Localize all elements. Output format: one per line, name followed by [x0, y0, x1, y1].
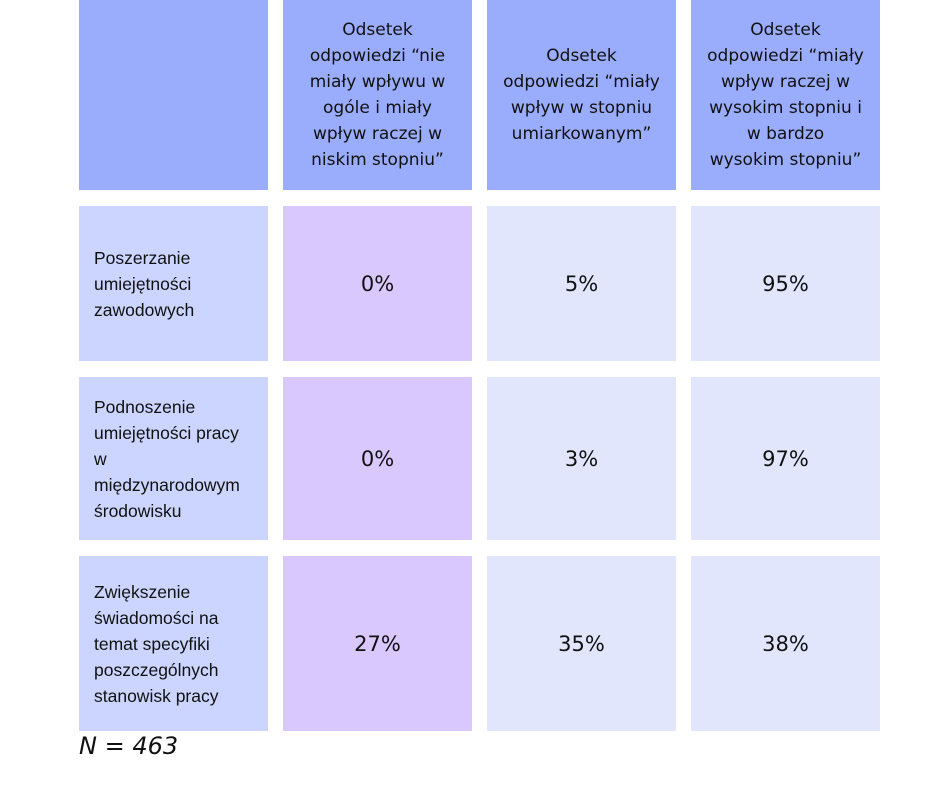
- header-cell-low-impact: [283, 0, 472, 190]
- value-international-work-low: 0%: [360, 446, 395, 471]
- header-cell-high-impact: [691, 0, 880, 190]
- row-label-international-work: Podnoszenie umiejętności pracy w międzynarodowym środowisku: [94, 396, 240, 521]
- header-cell-empty: [79, 0, 268, 190]
- header-label-low-impact: Odsetek odpowiedzi “nie miały wpływu w ogóle i miały wpływ raczej w niskim stopniu”: [309, 20, 446, 170]
- value-international-work-moderate: 3%: [564, 446, 599, 471]
- row-label-cell-job-awareness: [79, 556, 268, 731]
- value-professional-skills-high: 95%: [762, 271, 809, 296]
- value-cell-job-awareness-low: [283, 556, 472, 731]
- value-cell-international-work-high: [691, 377, 880, 540]
- sample-size-note: N = 463: [79, 732, 179, 760]
- value-cell-job-awareness-high: [691, 556, 880, 731]
- value-cell-job-awareness-moderate: [487, 556, 676, 731]
- value-cell-international-work-moderate: [487, 377, 676, 540]
- header-label-high-impact: Odsetek odpowiedzi “miały wpływ raczej w wysokim stopniu i w bardzo wysokim stopniu”: [707, 20, 864, 170]
- row-label-cell-professional-skills: [79, 206, 268, 361]
- value-cell-professional-skills-low: [283, 206, 472, 361]
- header-cell-moderate-impact: [487, 0, 676, 190]
- row-label-professional-skills: Poszerzanie umiejętności zawodowych: [94, 247, 195, 320]
- row-label-cell-international-work: [79, 377, 268, 540]
- value-international-work-high: 97%: [762, 446, 809, 471]
- header-label-moderate-impact: Odsetek odpowiedzi “miały wpływ w stopniu umiarkowanym”: [503, 46, 660, 144]
- value-professional-skills-moderate: 5%: [564, 271, 599, 296]
- value-professional-skills-low: 0%: [360, 271, 395, 296]
- value-cell-professional-skills-high: [691, 206, 880, 361]
- value-job-awareness-high: 38%: [762, 631, 809, 656]
- value-job-awareness-moderate: 35%: [558, 631, 605, 656]
- value-cell-professional-skills-moderate: [487, 206, 676, 361]
- row-label-job-awareness: Zwiększenie świadomości na temat specyfiki poszczególnych stanowisk pracy: [94, 581, 219, 706]
- value-cell-international-work-low: [283, 377, 472, 540]
- value-job-awareness-low: 27%: [354, 631, 401, 656]
